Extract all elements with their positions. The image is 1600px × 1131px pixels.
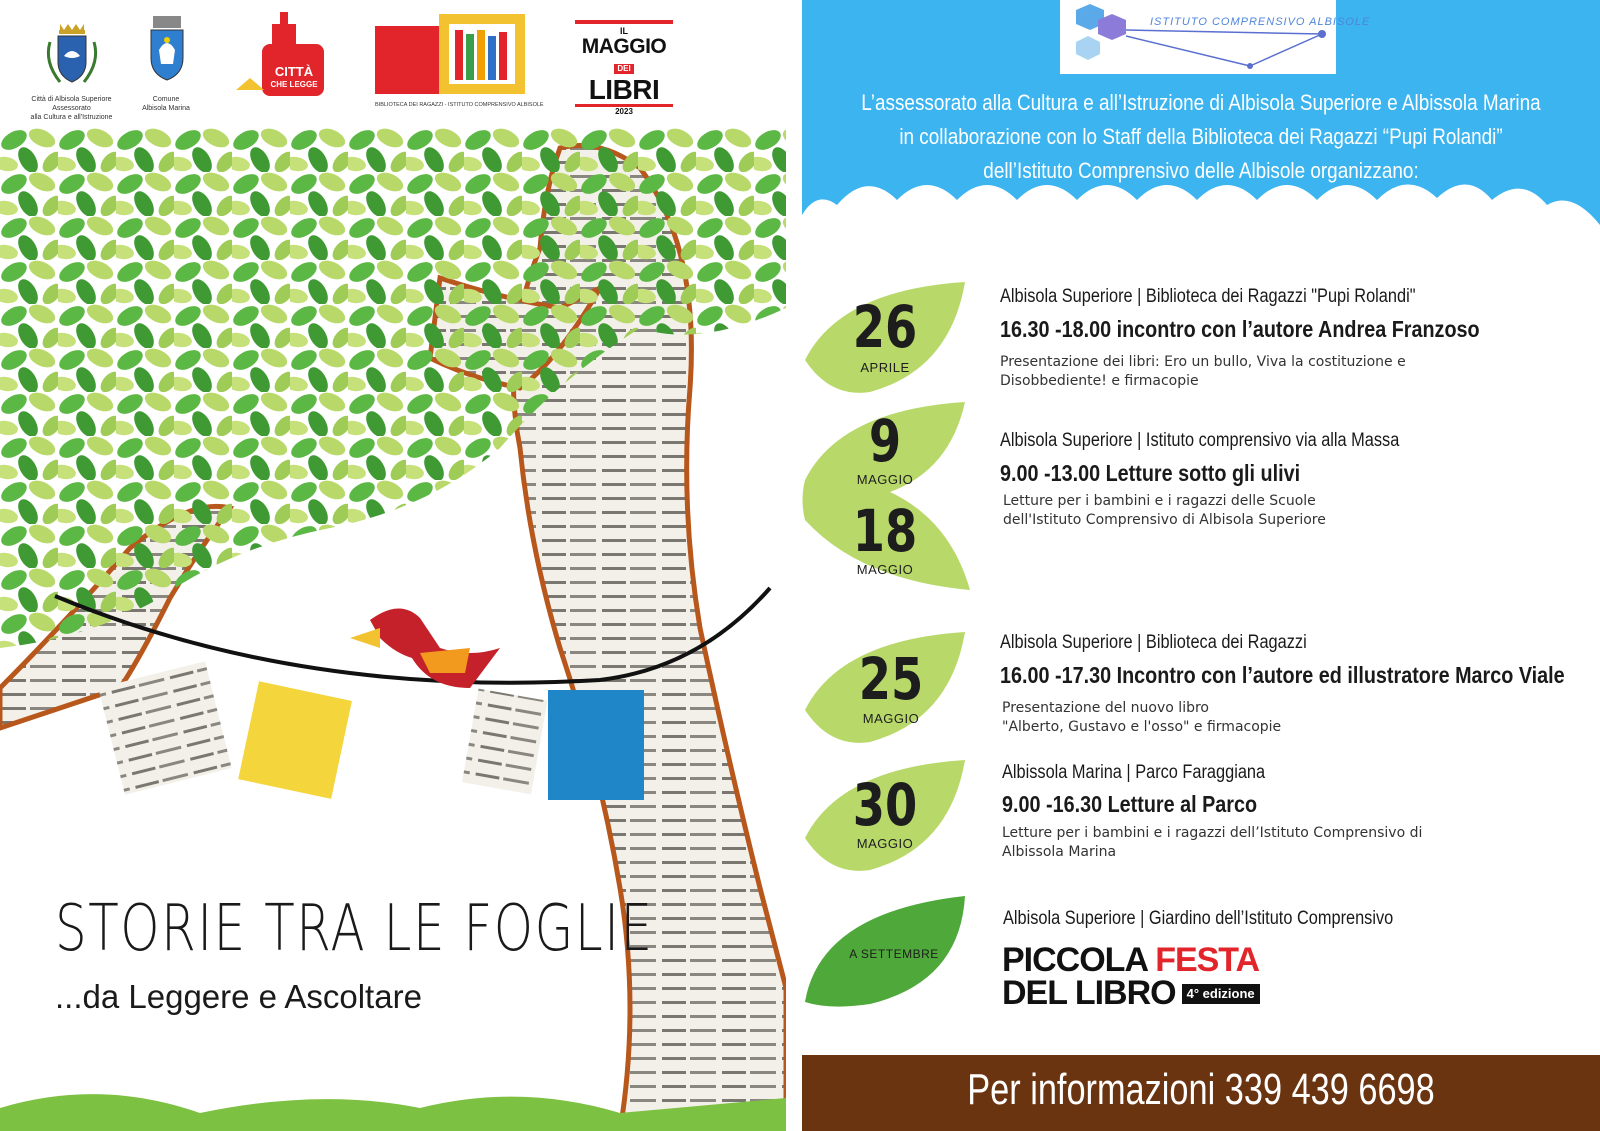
crest-icon: [135, 12, 197, 90]
info-footer: [802, 1055, 1600, 1131]
albisola-marina-caption-2: Albisola Marina: [142, 105, 190, 112]
albisola-superiore-logo: [14, 12, 129, 122]
event-4-time: 9.00 -16.30 Letture al Parco: [1002, 791, 1258, 817]
event-4-place: Albissola Marina | Parco Faraggiana: [1002, 762, 1266, 783]
event-2-day: 9: [868, 407, 902, 475]
info-phone-text: Per informazioni 339 439 6698: [967, 1065, 1435, 1114]
event-2-day-b: 18: [852, 497, 918, 565]
istituto-comprensivo-logo: [1060, 0, 1371, 74]
festa-text-piccola: PICCOLA: [1002, 941, 1156, 979]
event-2-month-b: MAGGIO: [856, 562, 914, 577]
event-4-desc-1: Letture per i bambini e i ragazzi dell’Istituto Comprensivo di: [1002, 825, 1423, 841]
event-2-desc-2: dell'Istituto Comprensivo di Albisola Superiore: [1003, 512, 1326, 528]
citta-che-legge-logo: [236, 10, 326, 100]
crest-icon: [14, 12, 129, 90]
event-2-time: 9.00 -13.00 Letture sotto gli ulivi: [1000, 460, 1301, 486]
maggio-line-1: IL: [620, 26, 628, 36]
event-3-time: 16.00 -17.30 Incontro con l’autore ed illustratore Marco Viale: [1000, 662, 1565, 688]
festa-edition-badge: 4° edizione: [1182, 984, 1260, 1004]
event-3-day: 25: [858, 645, 924, 713]
event-3-place: Albisola Superiore | Biblioteca dei Ragazzi: [1000, 632, 1307, 653]
maggio-line-4: LIBRI: [588, 74, 660, 105]
event-2-place: Albisola Superiore | Istituto comprensivo via alla Massa: [1000, 430, 1400, 451]
biblioteca-logo: [375, 14, 544, 110]
library-shelf-icon: [375, 14, 525, 96]
festa-text-del-libro: DEL LIBRO: [1002, 974, 1176, 1012]
festa-text-festa: FESTA: [1155, 941, 1260, 979]
albisola-superiore-caption-1: Città di Albisola Superiore Assessorato: [31, 96, 112, 112]
albisola-marina-caption-1: Comune: [152, 96, 180, 103]
maggio-line-2: MAGGIO: [581, 35, 667, 58]
event-4-desc-2: Albissola Marina: [1002, 844, 1117, 860]
hexagon-network-icon: [1060, 0, 1336, 74]
event-5-place: Albisola Superiore | Giardino dell’Istituto Comprensivo: [1003, 908, 1394, 929]
intro-line-2: in collaborazione con lo Staff della Biblioteca dei Ragazzi “Pupi Rolandi”: [899, 124, 1503, 149]
piccola-festa-del-libro-logo: [1002, 941, 1260, 1012]
school-logo-text: ISTITUTO COMPRENSIVO ALBISOLE: [1150, 16, 1371, 28]
event-3-desc-2: "Alberto, Gustavo e l'osso" e firmacopie: [1002, 719, 1282, 735]
event-1-desc-2: Disobbediente! e firmacopie: [1000, 373, 1199, 389]
intro-line-3: dell’Istituto Comprensivo delle Albisole organizzano:: [983, 158, 1419, 183]
poster-left-panel: [0, 0, 786, 1131]
event-1-time: 16.30 -18.00 incontro con l’autore Andrea Franzoso: [1000, 316, 1480, 342]
citta-che-legge-text-1: CITTÀ: [274, 64, 314, 79]
logo-bar: [0, 0, 786, 128]
event-1-month: APRILE: [860, 360, 910, 375]
event-3-month: MAGGIO: [862, 711, 920, 726]
poster-subtitle: ...da Leggere e Ascoltare: [55, 978, 422, 1015]
event-3-desc-1: Presentazione del nuovo libro: [1002, 700, 1209, 716]
event-5-month: A SETTEMBRE: [849, 947, 939, 961]
maggio-line-5: 2023: [575, 104, 673, 117]
citta-che-legge-text-2: CHE LEGGE: [270, 80, 318, 89]
maggio-dei-libri-logo: [575, 20, 673, 116]
event-1-place: Albisola Superiore | Biblioteca dei Ragazzi "Pupi Rolandi": [1000, 286, 1416, 307]
event-1-day: 26: [852, 293, 918, 361]
event-2-desc-1: Letture per i bambini e i ragazzi delle Scuole: [1003, 493, 1316, 509]
event-4-month: MAGGIO: [856, 836, 914, 851]
biblioteca-caption: BIBLIOTECA DEI RAGAZZI - ISTITUTO COMPRENSIVO ALBISOLE: [375, 102, 544, 108]
albisola-marina-logo: [135, 12, 197, 113]
event-1-desc-1: Presentazione dei libri: Ero un bullo, Viva la costituzione e: [1000, 354, 1406, 370]
event-2-month: MAGGIO: [856, 472, 914, 487]
intro-line-1: L’assessorato alla Cultura e all’Istruzione di Albisola Superiore e Albissola Marina: [861, 90, 1541, 115]
poster-title: STORIE TRA LE FOGLIE: [55, 892, 654, 966]
maggio-line-3: DEI: [614, 64, 633, 74]
albisola-superiore-caption-2: alla Cultura e all'Istruzione: [30, 114, 113, 121]
event-4-day: 30: [852, 771, 918, 839]
